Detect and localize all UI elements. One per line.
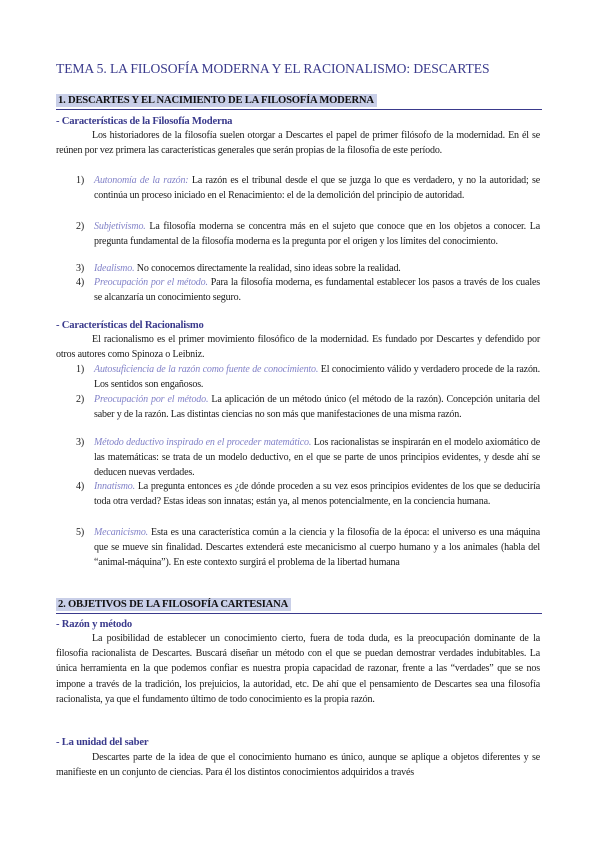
section-1-heading: 1. DESCARTES Y EL NACIMIENTO DE LA FILOSOFÍA MODERNA — [56, 94, 377, 107]
paragraph-razon-metodo: La posibilidad de establecer un conocimiento cierto, fuera de toda duda, es la preocupación dominante de la filosofía racionalista de Descartes. Buscará diseñar un método con el que se puedan demostrar verdades indubitables. La única herramienta en la que podemos confiar es nuestra propia capacidad de razonar, frente a las “verdades” que se nos impone a través de la tradición, los prejuicios, la autoridad, etc. De ahí que el pensamiento de Descartes sea una filosofía racionalista, ya que el fundamento último de todo conocimiento es la propia razón. — [56, 633, 540, 705]
paragraph-moderna-intro: Los historiadores de la filosofía suelen otorgar a Descartes el papel de primer filósofo de la modernidad. En él se reúnen por vez primera las características generales que serán propias de la filosofía de este período. — [56, 130, 540, 157]
list-item: 2) Preocupación por el método. La aplicación de un método único (el método de la razón). Concepción unitaria del saber y de la razón. Las distintas ciencias no son más que manifestaciones de una misma razón. — [76, 394, 540, 421]
list-item: 3) Método deductivo inspirado en el proceder matemático. Los racionalistas se inspirarán en el modelo axiomático de las matemáticas: se trata de un modelo deductivo, en el que se parte de unos principios evidentes, y desde ahí se deducen nuevas verdades. — [76, 437, 540, 479]
subsection-heading-moderna: - Características de la Filosofía Moderna — [56, 116, 233, 127]
page-title: TEMA 5. LA FILOSOFÍA MODERNA Y EL RACIONALISMO: DESCARTES — [56, 61, 490, 76]
list-item: 3) Idealismo. No conocemos directamente la realidad, sino ideas sobre la realidad. — [76, 263, 401, 274]
section-2-heading: 2. OBJETIVOS DE LA FILOSOFÍA CARTESIANA — [56, 598, 291, 611]
paragraph-racionalismo-intro: El racionalismo es el primer movimiento filosófico de la modernidad. Es fundado por Descartes y defendido por otros autores como Spinoza o Leibniz. — [56, 334, 540, 361]
list-item: 4) Innatismo. La pregunta entonces es ¿de dónde proceden a su vez esos principios evidentes de los que se deduciría toda otra verdad? Estas ideas son innatas; están ya, al menos potencialmente, en la conciencia humana. — [76, 481, 540, 508]
subsection-heading-unidad-saber: - La unidad del saber — [56, 737, 149, 748]
subsection-heading-racionalismo: - Características del Racionalismo — [56, 320, 204, 331]
paragraph-unidad-saber: Descartes parte de la idea de que el conocimiento humano es único, aunque se aplique a objetos diferentes y se manifieste en un conjunto de ciencias. Para él los distintos conocimientos adquiridos a través — [56, 752, 540, 779]
list-item: 5) Mecanicismo. Esta es una característica común a la ciencia y la filosofía de la época: el universo es una máquina que se mueve sin finalidad. Descartes extenderá este mecanicismo al cuerpo humano y a los animales (habla del “animal-máquina”). En este contexto surgirá el problema de la libertad humana — [76, 527, 540, 569]
list-item: 1) Autosuficiencia de la razón como fuente de conocimiento. El conocimiento válido y verdadero procede de la razón. Los sentidos son engañosos. — [76, 364, 540, 391]
list-item: 1) Autonomía de la razón: La razón es el tribunal desde el que se juzga lo que es verdadero, y no la autoridad; se continúa un proceso iniciado en el Renacimiento: el de la demolición del principio de autoridad. — [76, 175, 541, 202]
list-item: 2) Subjetivismo. La filosofía moderna se concentra más en el sujeto que conoce que en los objetos a conocer. La pregunta fundamental de la filosofía moderna es la pregunta por el origen y los límites del conocimiento. — [76, 221, 540, 248]
subsection-heading-razon-metodo: - Razón y método — [56, 619, 132, 630]
section-2-rule — [56, 613, 542, 614]
section-1-rule — [56, 109, 542, 110]
list-item: 4) Preocupación por el método. Para la filosofía moderna, es fundamental establecer los pasos a través de los cuales se alcanzaría un conocimiento seguro. — [76, 277, 540, 304]
